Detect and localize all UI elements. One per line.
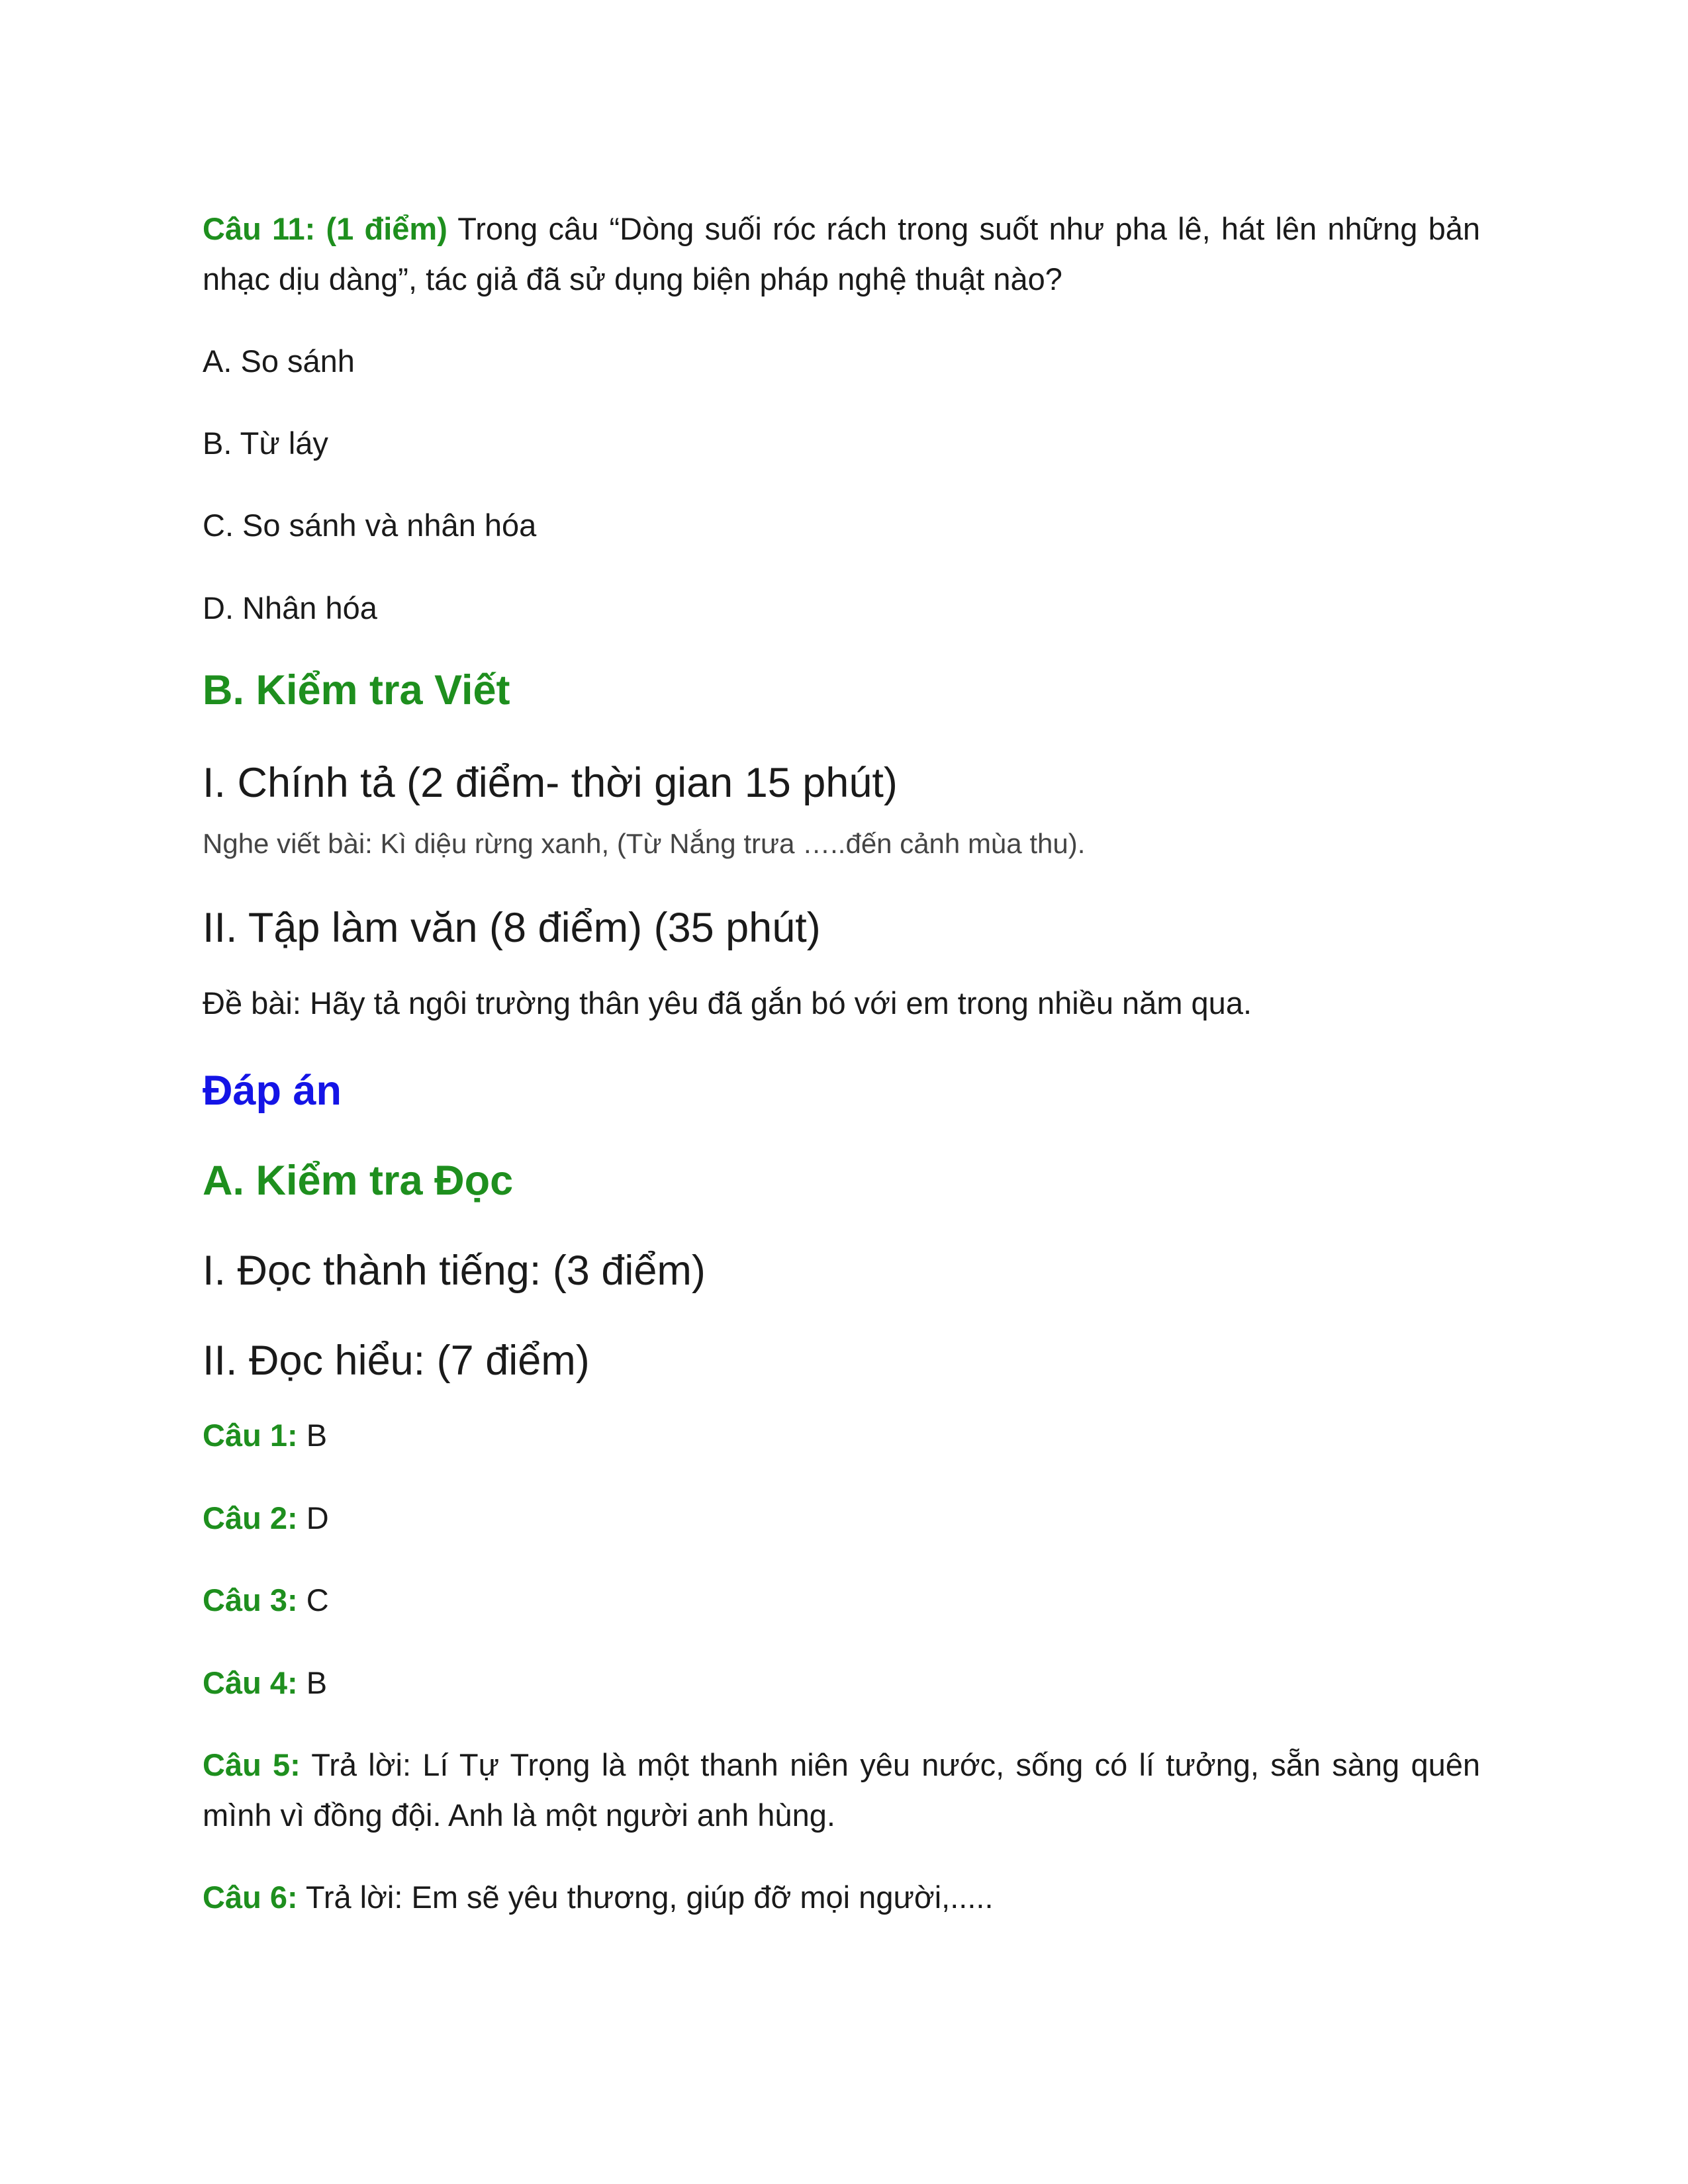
answer-item-label: Câu 6: [203, 1880, 298, 1915]
answer-item-value: C [297, 1582, 329, 1617]
option-a: A. So sánh [203, 343, 355, 379]
section-b-part-2-prompt: Đề bài: Hãy tả ngôi trường thân yêu đã gắn bó với em trong nhiều năm qua. [203, 985, 1252, 1021]
option-b: B. Từ láy [203, 426, 328, 461]
answer-item-value: Trả lời: Em sẽ yêu thương, giúp đỡ mọi người,..... [297, 1880, 994, 1915]
answer-item-5 [203, 1740, 1480, 1841]
answer-item-label: Câu 5: [203, 1747, 301, 1782]
question-11 [203, 204, 1480, 304]
section-b-part-1-note: Nghe viết bài: Kì diệu rừng xanh, (Từ Nắng trưa …..đến cảnh mùa thu). [203, 828, 1086, 859]
answer-item-6 [203, 1872, 1480, 1923]
question-11-label: Câu 11: [203, 211, 316, 246]
question-11-points: (1 điểm) [326, 211, 447, 246]
option-d: D. Nhân hóa [203, 590, 377, 625]
option-c: C. So sánh và nhân hóa [203, 508, 537, 543]
answer-item-value: D [297, 1500, 329, 1535]
question-11-text: Trong câu “Dòng suối róc rách trong suốt như pha lê, hát lên những bản nhạc dịu dàng”, tác giả đã sử dụng biện pháp nghệ thuật nào? [203, 211, 1480, 296]
section-b-title: B. Kiểm tra Viết [203, 667, 510, 713]
answer-item-1 [203, 1410, 1480, 1461]
answer-item-value: B [297, 1418, 328, 1453]
answer-item-label: Câu 3: [203, 1582, 298, 1617]
answers-part-1-title: I. Đọc thành tiếng: (3 điểm) [203, 1248, 706, 1294]
answer-item-label: Câu 4: [203, 1665, 298, 1700]
section-b-part-2-title: II. Tập làm văn (8 điểm) (35 phút) [203, 905, 821, 951]
answer-item-label: Câu 2: [203, 1500, 298, 1535]
answer-item-3 [203, 1575, 1480, 1625]
answers-title: Đáp án [203, 1068, 342, 1114]
answer-item-2 [203, 1493, 1480, 1543]
section-b-part-1-title: I. Chính tả (2 điểm- thời gian 15 phút) [203, 760, 898, 806]
answer-item-value: Trả lời: Lí Tự Trọng là một thanh niên yêu nước, sống có lí tưởng, sẵn sàng quên mình vì đồng đội. Anh là một người anh hùng. [203, 1747, 1480, 1833]
answer-item-4 [203, 1658, 1480, 1708]
answers-part-2-title: II. Đọc hiểu: (7 điểm) [203, 1338, 590, 1384]
answer-item-label: Câu 1: [203, 1418, 298, 1453]
answer-item-value: B [297, 1665, 328, 1700]
answers-section-a-title: A. Kiểm tra Đọc [203, 1158, 514, 1204]
